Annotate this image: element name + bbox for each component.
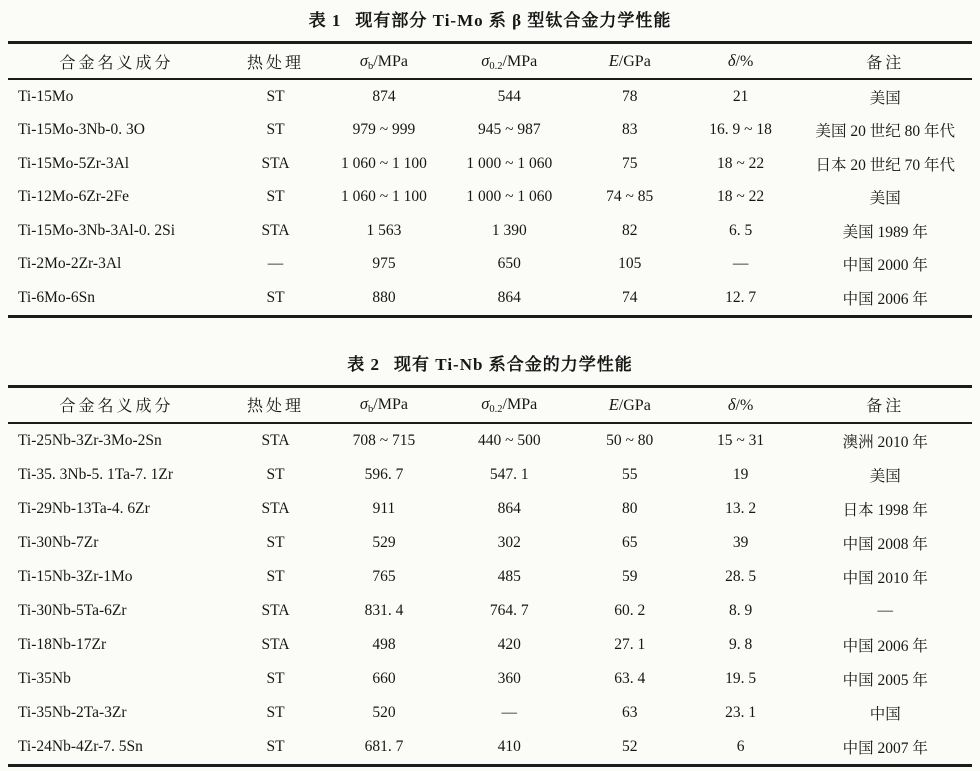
table-row (8, 423, 972, 458)
cell-note: 美国 (869, 89, 901, 107)
cell-elongation: 8. 9 (728, 601, 753, 619)
table2-title (8, 354, 972, 376)
cell-sigma-b: 498 (372, 635, 396, 653)
table1-body (8, 79, 972, 316)
column-header-elongation: δ/% (683, 386, 799, 423)
table1-caption: 现有部分 Ti-Mo 系 β 型钛合金力学性能 (355, 11, 672, 30)
cell-elongation: 18 ~ 22 (717, 188, 765, 206)
column-header-note: 备注 (798, 386, 972, 423)
cell-heat-treatment: STA (261, 601, 290, 619)
column-header-heat-treatment: 热处理 (225, 386, 326, 423)
cell-elastic-modulus: 80 (622, 499, 638, 517)
cell-note: 中国 2005 年 (842, 671, 928, 689)
column-header-elastic-modulus: E/GPa (577, 386, 683, 423)
cell-sigma-0-2: 1 390 (491, 221, 527, 239)
table-row (8, 594, 972, 628)
cell-note: 美国 (869, 190, 901, 208)
column-header-sigma-0-2: $\sigma_{0.2}$/MPa (442, 386, 577, 423)
cell-alloy: Ti-29Nb-13Ta-4. 6Zr (18, 499, 150, 517)
cell-sigma-b: 874 (372, 87, 396, 105)
column-header-alloy: 合金名义成分 (8, 43, 225, 80)
cell-sigma-0-2: 360 (497, 669, 521, 687)
cell-sigma-b: 1 060 ~ 1 100 (341, 154, 427, 172)
cell-heat-treatment: STA (261, 431, 290, 449)
table2-header-row (8, 386, 972, 423)
cell-sigma-b: 880 (372, 288, 396, 306)
cell-elongation: 19. 5 (725, 669, 757, 687)
cell-alloy: Ti-2Mo-2Zr-3Al (18, 255, 122, 273)
cell-alloy: Ti-15Mo-3Nb-0. 3O (18, 121, 145, 139)
cell-sigma-0-2: 485 (497, 567, 521, 585)
cell-note: 美国 1989 年 (842, 223, 928, 241)
cell-sigma-0-2: 440 ~ 500 (477, 431, 541, 449)
cell-heat-treatment: STA (261, 499, 290, 517)
cell-sigma-0-2: 764. 7 (489, 601, 529, 619)
column-header-alloy: 合金名义成分 (8, 386, 225, 423)
cell-elongation: 28. 5 (725, 567, 757, 585)
ti-nb-alloys-table (8, 385, 972, 767)
cell-sigma-0-2: 420 (497, 635, 521, 653)
cell-note: 日本 20 世纪 70 年代 (815, 156, 955, 174)
cell-heat-treatment: ST (266, 703, 285, 721)
cell-alloy: Ti-15Mo-3Nb-3Al-0. 2Si (18, 221, 176, 239)
cell-elongation: 6 (736, 737, 745, 755)
cell-heat-treatment: ST (266, 188, 285, 206)
table-row (8, 248, 972, 282)
table-row (8, 696, 972, 730)
table-row (8, 114, 972, 148)
cell-elastic-modulus: 74 ~ 85 (606, 188, 654, 206)
cell-note: 中国 (869, 705, 901, 723)
column-header-sigma-0-2: $\sigma_{0.2}$/MPa (442, 43, 577, 80)
table2-section (8, 354, 972, 767)
cell-sigma-b: 979 ~ 999 (352, 121, 416, 139)
cell-alloy: Ti-6Mo-6Sn (18, 288, 95, 306)
cell-alloy: Ti-15Nb-3Zr-1Mo (18, 567, 133, 585)
cell-heat-treatment: ST (266, 288, 285, 306)
column-header-elongation: δ/% (683, 43, 799, 80)
cell-elastic-modulus: 60. 2 (614, 601, 646, 619)
cell-heat-treatment: ST (266, 533, 285, 551)
cell-elastic-modulus: 105 (618, 255, 642, 273)
table-row (8, 181, 972, 215)
cell-alloy: Ti-15Mo (18, 87, 74, 105)
cell-note: 中国 2006 年 (842, 637, 928, 655)
cell-heat-treatment: STA (261, 635, 290, 653)
cell-sigma-0-2: 302 (497, 533, 521, 551)
cell-elastic-modulus: 63 (622, 703, 638, 721)
cell-heat-treatment: ST (266, 669, 285, 687)
cell-note: 中国 2007 年 (842, 739, 928, 757)
cell-note: 中国 2010 年 (842, 569, 928, 587)
cell-alloy: Ti-24Nb-4Zr-7. 5Sn (18, 737, 143, 755)
cell-sigma-b: 1 060 ~ 1 100 (341, 188, 427, 206)
cell-sigma-b: 1 563 (366, 221, 402, 239)
cell-heat-treatment: ST (266, 121, 285, 139)
cell-heat-treatment: ST (266, 87, 285, 105)
cell-elongation: 12. 7 (725, 288, 757, 306)
cell-alloy: Ti-25Nb-3Zr-3Mo-2Sn (18, 431, 162, 449)
table-row (8, 662, 972, 696)
column-header-heat-treatment: 热处理 (225, 43, 326, 80)
cell-elastic-modulus: 63. 4 (614, 669, 646, 687)
cell-sigma-0-2: 1 000 ~ 1 060 (466, 188, 553, 206)
table-row (8, 147, 972, 181)
cell-elongation: 19 (732, 465, 749, 483)
cell-sigma-0-2: 547. 1 (489, 465, 529, 483)
ti-mo-alloys-table (8, 41, 972, 318)
cell-sigma-b: 660 (372, 669, 396, 687)
cell-elastic-modulus: 27. 1 (614, 635, 646, 653)
cell-elastic-modulus: 83 (622, 121, 638, 139)
cell-sigma-b: 765 (372, 567, 396, 585)
cell-elongation: 23. 1 (725, 703, 757, 721)
table1-section (8, 10, 972, 318)
cell-note: 澳洲 2010 年 (842, 433, 928, 451)
cell-elastic-modulus: 74 (622, 288, 638, 306)
table1-title (8, 10, 972, 32)
column-header-note: 备注 (798, 43, 972, 80)
cell-sigma-b: 681. 7 (364, 737, 404, 755)
cell-alloy: Ti-30Nb-7Zr (18, 533, 99, 551)
table-row (8, 526, 972, 560)
cell-note: 中国 2000 年 (842, 257, 928, 275)
cell-sigma-0-2: 945 ~ 987 (477, 121, 541, 139)
cell-elongation: — (732, 255, 749, 273)
cell-elongation: 6. 5 (728, 221, 753, 239)
cell-sigma-0-2: 410 (497, 737, 521, 755)
cell-heat-treatment: ST (266, 737, 285, 755)
table2-body (8, 423, 972, 766)
cell-sigma-b: 596. 7 (364, 465, 404, 483)
cell-heat-treatment: ST (266, 567, 285, 585)
cell-elastic-modulus: 78 (622, 87, 638, 105)
table-row (8, 730, 972, 766)
cell-note: 美国 (869, 467, 901, 485)
cell-sigma-b: 708 ~ 715 (352, 431, 416, 449)
cell-heat-treatment: STA (261, 154, 290, 172)
cell-heat-treatment: ST (266, 465, 285, 483)
cell-alloy: Ti-30Nb-5Ta-6Zr (18, 601, 127, 619)
cell-sigma-0-2: — (501, 703, 517, 721)
cell-alloy: Ti-18Nb-17Zr (18, 635, 107, 653)
cell-elongation: 9. 8 (728, 635, 753, 653)
cell-elastic-modulus: 59 (622, 567, 638, 585)
cell-elastic-modulus: 52 (622, 737, 638, 755)
cell-note: 中国 2006 年 (842, 290, 928, 308)
cell-sigma-0-2: 544 (497, 87, 521, 105)
cell-sigma-0-2: 864 (497, 499, 521, 517)
column-header-sigma-b: $\sigma_b$/MPa (326, 43, 442, 80)
table2-caption: 现有 Ti-Nb 系合金的力学性能 (394, 354, 633, 374)
cell-alloy: Ti-12Mo-6Zr-2Fe (18, 188, 130, 206)
cell-alloy: Ti-15Mo-5Zr-3Al (18, 154, 130, 172)
table1-header-row (8, 43, 972, 80)
table-row (8, 458, 972, 492)
cell-sigma-b: 975 (372, 255, 396, 273)
cell-elongation: 39 (732, 533, 749, 551)
cell-alloy: Ti-35. 3Nb-5. 1Ta-7. 1Zr (18, 465, 174, 483)
cell-elongation: 21 (732, 87, 749, 105)
cell-heat-treatment: STA (261, 221, 290, 239)
table-row (8, 628, 972, 662)
cell-elongation: 18 ~ 22 (717, 154, 765, 172)
table2-number: 表 2 (347, 354, 381, 374)
cell-sigma-b: 831. 4 (364, 601, 404, 619)
cell-note: 中国 2008 年 (842, 535, 928, 553)
cell-elongation: 13. 2 (725, 499, 757, 517)
cell-elongation: 16. 9 ~ 18 (709, 121, 772, 139)
column-header-elastic-modulus: E/GPa (577, 43, 683, 80)
column-header-sigma-b: $\sigma_b$/MPa (326, 386, 442, 423)
cell-sigma-0-2: 1 000 ~ 1 060 (466, 154, 553, 172)
cell-note: — (877, 601, 893, 619)
cell-sigma-b: 520 (372, 703, 396, 721)
cell-elastic-modulus: 65 (622, 533, 638, 551)
cell-note: 美国 20 世纪 80 年代 (815, 123, 955, 141)
cell-alloy: Ti-35Nb (18, 669, 71, 687)
table-row (8, 281, 972, 316)
cell-elastic-modulus: 82 (622, 221, 638, 239)
cell-heat-treatment: — (267, 255, 284, 273)
cell-elastic-modulus: 75 (622, 154, 638, 172)
cell-elastic-modulus: 50 ~ 80 (606, 431, 654, 449)
table-row (8, 560, 972, 594)
cell-note: 日本 1998 年 (842, 501, 928, 519)
table-row (8, 214, 972, 248)
cell-alloy: Ti-35Nb-2Ta-3Zr (18, 703, 127, 721)
cell-elongation: 15 ~ 31 (717, 431, 765, 449)
table-row (8, 79, 972, 114)
cell-sigma-0-2: 864 (497, 288, 521, 306)
cell-sigma-b: 529 (372, 533, 396, 551)
cell-sigma-b: 911 (372, 499, 396, 517)
table1-number: 表 1 (308, 11, 342, 30)
table-row (8, 492, 972, 526)
cell-elastic-modulus: 55 (622, 465, 638, 483)
cell-sigma-0-2: 650 (497, 255, 521, 273)
